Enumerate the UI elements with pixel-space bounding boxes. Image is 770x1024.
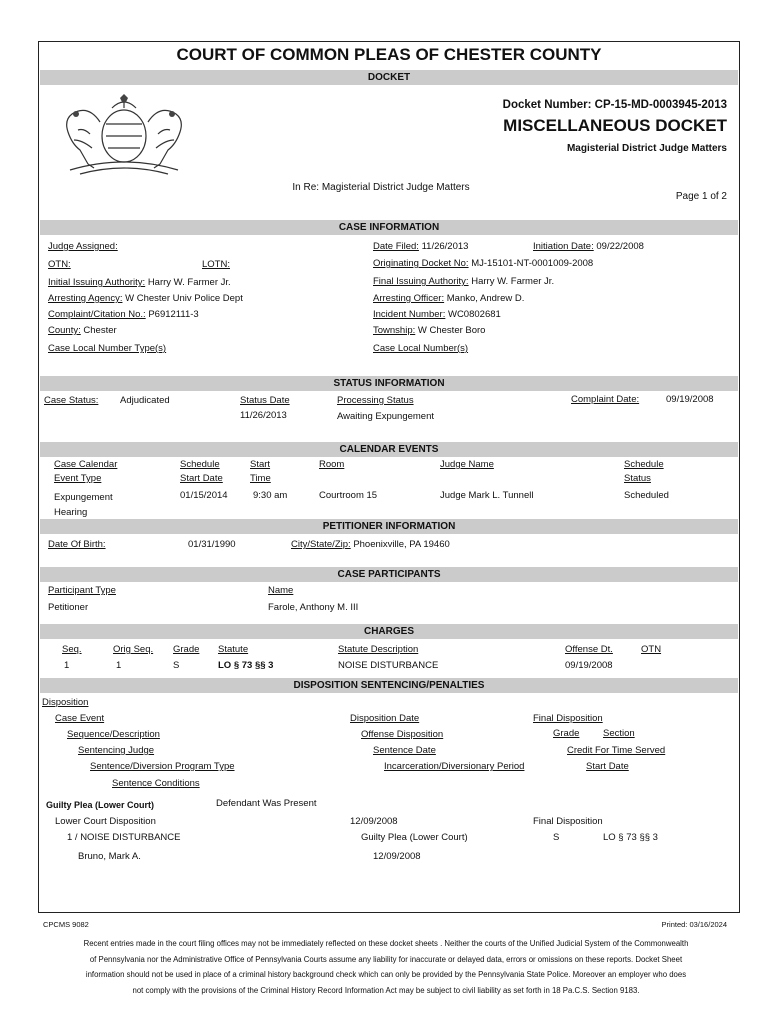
township-row bbox=[373, 325, 485, 337]
final-issuing-label: Final Issuing Authority: bbox=[373, 276, 469, 287]
cal-header-event-1: Case Calendar bbox=[54, 459, 118, 470]
charge-grade: S bbox=[173, 660, 180, 671]
participant-type-label: Participant Type bbox=[48, 585, 116, 596]
county-value: Chester bbox=[83, 325, 117, 336]
incident-row bbox=[373, 309, 501, 321]
disp-header-case-event: Case Event bbox=[55, 713, 105, 724]
cal-header-event-2: Event Type bbox=[54, 473, 102, 484]
cal-header-room: Room bbox=[319, 459, 345, 470]
disp-header-credit: Credit For Time Served bbox=[567, 745, 666, 756]
originating-docket-value: MJ-15101-NT-0001009-2008 bbox=[471, 258, 594, 269]
disp-header-start-date: Start Date bbox=[586, 761, 629, 772]
arresting-officer-value: Manko, Andrew D. bbox=[446, 293, 525, 304]
disp-header-offense-disposition: Offense Disposition bbox=[361, 729, 444, 740]
arresting-officer-label: Arresting Officer: bbox=[373, 293, 445, 304]
petitioner-title: PETITIONER INFORMATION bbox=[322, 521, 456, 532]
participants-title: CASE PARTICIPANTS bbox=[337, 569, 441, 580]
city-state-zip-row bbox=[291, 539, 450, 551]
status-info-title: STATUS INFORMATION bbox=[333, 378, 445, 389]
disp-section: LO § 73 §§ 3 bbox=[603, 832, 658, 843]
initiation-date-value: 09/22/2008 bbox=[596, 241, 644, 252]
disp-header-incarceration: Incarceration/Diversionary Period bbox=[384, 761, 525, 772]
city-state-zip-value: Phoenixville, PA 19460 bbox=[353, 539, 450, 550]
participant-name: Farole, Anthony M. III bbox=[268, 602, 359, 613]
dob-label: Date Of Birth: bbox=[48, 539, 106, 550]
cal-start-date: 01/15/2014 bbox=[180, 490, 228, 501]
disp-header-disposition-date: Disposition Date bbox=[350, 713, 420, 724]
charge-header-grade: Grade bbox=[173, 644, 200, 655]
in-re: In Re: Magisterial District Judge Matters bbox=[292, 182, 470, 193]
disp-lower-court-date: 12/09/2008 bbox=[350, 816, 398, 827]
processing-status-value: Awaiting Expungement bbox=[337, 411, 434, 422]
court-title: COURT OF COMMON PLEAS OF CHESTER COUNTY bbox=[176, 45, 602, 64]
initiation-date-label: Initiation Date: bbox=[533, 241, 594, 252]
disp-header-sentence-date: Sentence Date bbox=[373, 745, 436, 756]
printed-date: Printed: 03/16/2024 bbox=[661, 920, 727, 929]
docket-type: MISCELLANEOUS DOCKET bbox=[503, 116, 727, 135]
disp-seq-desc: 1 / NOISE DISTURBANCE bbox=[67, 832, 181, 843]
county-label: County: bbox=[48, 325, 81, 336]
disp-defendant-present: Defendant Was Present bbox=[216, 798, 317, 809]
date-filed-value: 11/26/2013 bbox=[421, 241, 469, 252]
cal-start-time: 9:30 am bbox=[253, 490, 288, 501]
dob-value: 01/31/1990 bbox=[188, 539, 236, 550]
case-status-value: Adjudicated bbox=[120, 395, 170, 406]
pennsylvania-seal-icon bbox=[50, 94, 198, 178]
participant-name-label: Name bbox=[268, 585, 294, 596]
docket-number: Docket Number: CP-15-MD-0003945-2013 bbox=[502, 99, 727, 111]
charge-header-otn: OTN bbox=[641, 644, 662, 655]
cal-header-judge: Judge Name bbox=[440, 459, 494, 470]
date-filed-label: Date Filed: bbox=[373, 241, 419, 252]
charge-header-offense-date: Offense Dt. bbox=[565, 644, 613, 655]
cal-event-type-1: Expungement bbox=[54, 492, 113, 503]
disp-header-grade: Grade bbox=[553, 728, 580, 739]
complaint-value: P6912111-3 bbox=[148, 309, 199, 320]
date-filed-row bbox=[373, 241, 468, 253]
final-issuing-value: Harry W. Farmer Jr. bbox=[471, 276, 555, 287]
charge-header-seq: Seq. bbox=[62, 644, 82, 655]
local-number-type-label: Case Local Number Type(s) bbox=[48, 343, 167, 354]
disposition-title: DISPOSITION SENTENCING/PENALTIES bbox=[293, 680, 485, 691]
page-number: Page 1 of 2 bbox=[675, 191, 727, 202]
disp-lower-court: Lower Court Disposition bbox=[55, 816, 156, 827]
initial-issuing-label: Initial Issuing Authority: bbox=[48, 277, 146, 288]
initial-issuing-row bbox=[48, 277, 231, 289]
case-status-label: Case Status: bbox=[44, 395, 99, 406]
charge-header-orig-seq: Orig Seq. bbox=[113, 644, 154, 655]
city-state-zip-label: City/State/Zip: bbox=[291, 539, 351, 550]
charge-statute: LO § 73 §§ 3 bbox=[218, 660, 274, 671]
arresting-officer-row bbox=[373, 293, 524, 305]
form-id: CPCMS 9082 bbox=[43, 920, 89, 929]
cal-header-start-1: Start bbox=[250, 459, 271, 470]
township-label: Township: bbox=[373, 325, 416, 336]
complaint-row bbox=[48, 309, 199, 321]
charge-header-description: Statute Description bbox=[338, 644, 419, 655]
disclaimer: Recent entries made in the court filing offices may not be immediately reflected on these docket sheets . Neither the courts of the Unified Judicial System of the Commonwealth of Pennsylvania nor the Administrative Office of Pennsylvania Courts assume any liability for inaccurate or delayed data, errors or omissions on these reports. Docket Sheet information should not be used in place of a criminal history background check which can only be provided by the Pennsylvania State Police. Moreover an employer who does not comply with the provisions of the Criminal History Record Information Act may be subject to civil liability as set forth in 18 Pa.C.S. Section 9183. bbox=[83, 939, 689, 995]
disp-final-disposition: Final Disposition bbox=[533, 816, 603, 827]
cal-status: Scheduled bbox=[624, 490, 669, 501]
cal-room: Courtroom 15 bbox=[319, 490, 378, 501]
charge-header-statute: Statute bbox=[218, 644, 249, 655]
originating-docket-row bbox=[373, 258, 593, 270]
initiation-date-row bbox=[533, 241, 644, 253]
complaint-date-value: 09/19/2008 bbox=[666, 394, 714, 405]
arresting-agency-label: Arresting Agency: bbox=[48, 293, 123, 304]
disp-sentencing-judge: Bruno, Mark A. bbox=[78, 851, 141, 862]
complaint-label: Complaint/Citation No.: bbox=[48, 309, 146, 320]
lotn-label: LOTN: bbox=[202, 259, 230, 270]
cal-event-type-2: Hearing bbox=[54, 507, 88, 518]
disp-header-seq-desc: Sequence/Description bbox=[67, 729, 160, 740]
final-issuing-row bbox=[373, 276, 554, 288]
disp-sentence-date: 12/09/2008 bbox=[373, 851, 421, 862]
county-row bbox=[48, 325, 117, 337]
disp-offense-disposition: Guilty Plea (Lower Court) bbox=[361, 832, 468, 843]
cal-header-sched-1: Schedule bbox=[180, 459, 220, 470]
incident-label: Incident Number: bbox=[373, 309, 446, 320]
processing-status-label: Processing Status bbox=[337, 395, 414, 406]
originating-docket-label: Originating Docket No: bbox=[373, 258, 469, 269]
disp-grade: S bbox=[553, 832, 560, 843]
cal-header-status-2: Status bbox=[624, 473, 651, 484]
charge-description: NOISE DISTURBANCE bbox=[338, 660, 439, 671]
cal-header-sched-2: Start Date bbox=[180, 473, 223, 484]
arresting-agency-row bbox=[48, 293, 243, 305]
charges-title: CHARGES bbox=[363, 626, 414, 637]
participant-type: Petitioner bbox=[48, 602, 89, 613]
judge-assigned-label: Judge Assigned: bbox=[48, 241, 118, 252]
complaint-date-label: Complaint Date: bbox=[571, 394, 640, 405]
docket-band-title: DOCKET bbox=[367, 72, 411, 83]
cal-header-status-1: Schedule bbox=[624, 459, 664, 470]
cal-header-start-2: Time bbox=[250, 473, 271, 484]
disp-header-sentencing-judge: Sentencing Judge bbox=[78, 745, 155, 756]
calendar-title: CALENDAR EVENTS bbox=[339, 444, 439, 455]
disp-plea: Guilty Plea (Lower Court) bbox=[46, 800, 155, 810]
status-date-label: Status Date bbox=[240, 395, 290, 406]
local-numbers-label: Case Local Number(s) bbox=[373, 343, 469, 354]
docket-subtype: Magisterial District Judge Matters bbox=[566, 143, 727, 154]
charge-orig-seq: 1 bbox=[116, 660, 122, 671]
initial-issuing-value: Harry W. Farmer Jr. bbox=[147, 277, 231, 288]
incident-value: WC0802681 bbox=[447, 309, 501, 320]
arresting-agency-value: W Chester Univ Police Dept bbox=[125, 293, 243, 304]
disp-header-final-disposition: Final Disposition bbox=[533, 713, 603, 724]
disp-header-sentence-program: Sentence/Diversion Program Type bbox=[90, 761, 235, 772]
status-date-value: 11/26/2013 bbox=[240, 410, 287, 421]
township-value: W Chester Boro bbox=[417, 325, 486, 336]
disp-header-section: Section bbox=[603, 728, 635, 739]
cal-judge: Judge Mark L. Tunnell bbox=[440, 490, 534, 501]
otn-label: OTN: bbox=[48, 259, 71, 270]
charge-seq: 1 bbox=[64, 660, 70, 671]
disp-header-sentence-conditions: Sentence Conditions bbox=[112, 778, 200, 789]
charge-offense-date: 09/19/2008 bbox=[565, 660, 613, 671]
disp-header-disposition: Disposition bbox=[42, 697, 89, 708]
case-info-title: CASE INFORMATION bbox=[338, 222, 440, 233]
